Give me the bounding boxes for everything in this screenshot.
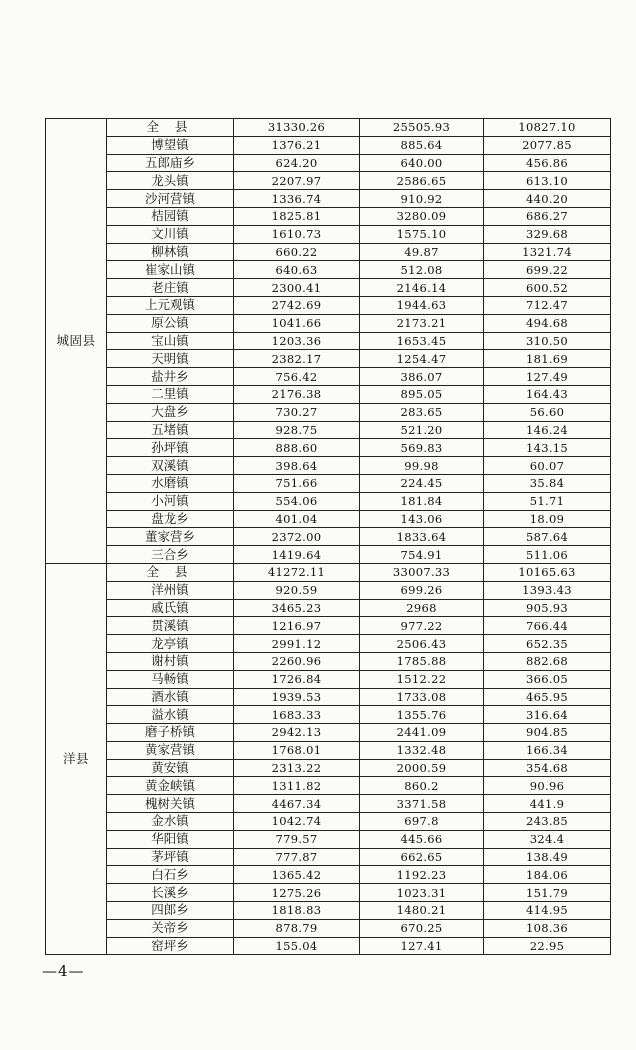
table-row [46, 225, 611, 243]
town-name-cell: 溢水镇 [107, 706, 234, 724]
value-cell: 895.05 [360, 385, 484, 403]
table-row [46, 261, 611, 279]
value-cell: 2742.69 [234, 296, 360, 314]
table-row [46, 635, 611, 653]
value-cell: 928.75 [234, 421, 360, 439]
value-cell: 56.60 [484, 403, 611, 421]
table-row [46, 599, 611, 617]
town-name-cell: 桔园镇 [107, 207, 234, 225]
value-cell: 41272.11 [234, 563, 360, 581]
table-row [46, 474, 611, 492]
town-name-cell: 崔家山镇 [107, 261, 234, 279]
value-cell: 652.35 [484, 635, 611, 653]
table-row [46, 706, 611, 724]
town-name-cell: 谢村镇 [107, 652, 234, 670]
value-cell: 2173.21 [360, 314, 484, 332]
value-cell: 90.96 [484, 777, 611, 795]
value-cell: 904.85 [484, 724, 611, 742]
value-cell: 1610.73 [234, 225, 360, 243]
value-cell: 441.9 [484, 795, 611, 813]
value-cell: 730.27 [234, 403, 360, 421]
value-cell: 1041.66 [234, 314, 360, 332]
town-name-cell: 龙头镇 [107, 172, 234, 190]
table-row [46, 884, 611, 902]
town-name-cell: 黄家营镇 [107, 741, 234, 759]
value-cell: 587.64 [484, 528, 611, 546]
value-cell: 3371.58 [360, 795, 484, 813]
table-row [46, 937, 611, 955]
value-cell: 977.22 [360, 617, 484, 635]
table-row [46, 385, 611, 403]
value-cell: 2968 [360, 599, 484, 617]
value-cell: 860.2 [360, 777, 484, 795]
town-name-cell: 槐树关镇 [107, 795, 234, 813]
value-cell: 51.71 [484, 492, 611, 510]
value-cell: 398.64 [234, 457, 360, 475]
table-row [46, 243, 611, 261]
town-name-cell: 贯溪镇 [107, 617, 234, 635]
value-cell: 754.91 [360, 546, 484, 564]
value-cell: 324.4 [484, 830, 611, 848]
town-name-cell: 戚氏镇 [107, 599, 234, 617]
value-cell: 155.04 [234, 937, 360, 955]
value-cell: 1785.88 [360, 652, 484, 670]
table-row [46, 848, 611, 866]
value-cell: 569.83 [360, 439, 484, 457]
town-name-cell: 双溪镇 [107, 457, 234, 475]
value-cell: 2146.14 [360, 279, 484, 297]
town-name-cell: 孙坪镇 [107, 439, 234, 457]
value-cell: 1393.43 [484, 581, 611, 599]
value-cell: 2942.13 [234, 724, 360, 742]
town-name-cell: 白石乡 [107, 866, 234, 884]
value-cell: 166.34 [484, 741, 611, 759]
value-cell: 1833.64 [360, 528, 484, 546]
town-name-cell: 酒水镇 [107, 688, 234, 706]
value-cell: 613.10 [484, 172, 611, 190]
value-cell: 920.59 [234, 581, 360, 599]
value-cell: 660.22 [234, 243, 360, 261]
value-cell: 686.27 [484, 207, 611, 225]
table-row [46, 421, 611, 439]
table-row [46, 207, 611, 225]
value-cell: 511.06 [484, 546, 611, 564]
value-cell: 414.95 [484, 902, 611, 920]
town-name-cell: 柳林镇 [107, 243, 234, 261]
value-cell: 878.79 [234, 919, 360, 937]
value-cell: 2176.38 [234, 385, 360, 403]
table-row [46, 759, 611, 777]
table-row [46, 617, 611, 635]
value-cell: 1376.21 [234, 136, 360, 154]
town-name-cell: 上元观镇 [107, 296, 234, 314]
value-cell: 2506.43 [360, 635, 484, 653]
value-cell: 494.68 [484, 314, 611, 332]
value-cell: 181.84 [360, 492, 484, 510]
town-name-cell: 盘龙乡 [107, 510, 234, 528]
value-cell: 127.49 [484, 368, 611, 386]
value-cell: 1311.82 [234, 777, 360, 795]
data-table [45, 118, 611, 955]
value-cell: 22.95 [484, 937, 611, 955]
value-cell: 108.36 [484, 919, 611, 937]
table-row [46, 546, 611, 564]
value-cell: 35.84 [484, 474, 611, 492]
value-cell: 138.49 [484, 848, 611, 866]
value-cell: 1944.63 [360, 296, 484, 314]
value-cell: 1321.74 [484, 243, 611, 261]
value-cell: 1365.42 [234, 866, 360, 884]
value-cell: 600.52 [484, 279, 611, 297]
region-cell: 洋县 [46, 563, 107, 955]
table-row [46, 350, 611, 368]
table-row [46, 652, 611, 670]
table-row [46, 403, 611, 421]
table-row [46, 528, 611, 546]
value-cell: 146.24 [484, 421, 611, 439]
town-name-cell: 二里镇 [107, 385, 234, 403]
value-cell: 1818.83 [234, 902, 360, 920]
value-cell: 1768.01 [234, 741, 360, 759]
table-row [46, 919, 611, 937]
table-row [46, 172, 611, 190]
town-name-cell: 天明镇 [107, 350, 234, 368]
value-cell: 1726.84 [234, 670, 360, 688]
value-cell: 2313.22 [234, 759, 360, 777]
value-cell: 181.69 [484, 350, 611, 368]
value-cell: 465.95 [484, 688, 611, 706]
town-name-cell: 董家营乡 [107, 528, 234, 546]
town-name-cell: 磨子桥镇 [107, 724, 234, 742]
table-row [46, 830, 611, 848]
town-name-cell: 华阳镇 [107, 830, 234, 848]
value-cell: 766.44 [484, 617, 611, 635]
value-cell: 3280.09 [360, 207, 484, 225]
value-cell: 1254.47 [360, 350, 484, 368]
value-cell: 283.65 [360, 403, 484, 421]
town-name-cell: 龙亭镇 [107, 635, 234, 653]
value-cell: 1216.97 [234, 617, 360, 635]
value-cell: 366.05 [484, 670, 611, 688]
table-row [46, 368, 611, 386]
value-cell: 1575.10 [360, 225, 484, 243]
value-cell: 329.68 [484, 225, 611, 243]
table-row [46, 119, 611, 137]
value-cell: 1733.08 [360, 688, 484, 706]
table-row [46, 741, 611, 759]
value-cell: 99.98 [360, 457, 484, 475]
value-cell: 1480.21 [360, 902, 484, 920]
value-cell: 143.15 [484, 439, 611, 457]
value-cell: 910.92 [360, 190, 484, 208]
town-name-cell: 老庄镇 [107, 279, 234, 297]
page-number: —4— [42, 962, 85, 980]
value-cell: 1042.74 [234, 813, 360, 831]
value-cell: 184.06 [484, 866, 611, 884]
value-cell: 1336.74 [234, 190, 360, 208]
town-name-cell: 盐井乡 [107, 368, 234, 386]
value-cell: 243.85 [484, 813, 611, 831]
value-cell: 60.07 [484, 457, 611, 475]
value-cell: 1825.81 [234, 207, 360, 225]
value-cell: 1683.33 [234, 706, 360, 724]
table-row [46, 510, 611, 528]
value-cell: 127.41 [360, 937, 484, 955]
town-name-cell: 五郎庙乡 [107, 154, 234, 172]
value-cell: 3465.23 [234, 599, 360, 617]
town-name-cell: 关帝乡 [107, 919, 234, 937]
value-cell: 31330.26 [234, 119, 360, 137]
value-cell: 554.06 [234, 492, 360, 510]
town-name-cell: 黄金峡镇 [107, 777, 234, 795]
table-row [46, 795, 611, 813]
value-cell: 316.64 [484, 706, 611, 724]
table-row [46, 296, 611, 314]
town-name-cell: 宝山镇 [107, 332, 234, 350]
table-row [46, 457, 611, 475]
table-row [46, 670, 611, 688]
value-cell: 699.26 [360, 581, 484, 599]
town-name-cell: 博望镇 [107, 136, 234, 154]
town-name-cell: 小河镇 [107, 492, 234, 510]
table-row [46, 688, 611, 706]
value-cell: 2991.12 [234, 635, 360, 653]
town-name-cell: 大盘乡 [107, 403, 234, 421]
value-cell: 2000.59 [360, 759, 484, 777]
value-cell: 2586.65 [360, 172, 484, 190]
town-name-cell: 文川镇 [107, 225, 234, 243]
value-cell: 777.87 [234, 848, 360, 866]
value-cell: 885.64 [360, 136, 484, 154]
value-cell: 1355.76 [360, 706, 484, 724]
value-cell: 756.42 [234, 368, 360, 386]
value-cell: 224.45 [360, 474, 484, 492]
value-cell: 456.86 [484, 154, 611, 172]
value-cell: 670.25 [360, 919, 484, 937]
value-cell: 4467.34 [234, 795, 360, 813]
value-cell: 2077.85 [484, 136, 611, 154]
value-cell: 624.20 [234, 154, 360, 172]
value-cell: 882.68 [484, 652, 611, 670]
value-cell: 2441.09 [360, 724, 484, 742]
value-cell: 445.66 [360, 830, 484, 848]
value-cell: 2300.41 [234, 279, 360, 297]
region-cell: 城固县 [46, 119, 107, 564]
value-cell: 2207.97 [234, 172, 360, 190]
value-cell: 779.57 [234, 830, 360, 848]
table-row [46, 314, 611, 332]
value-cell: 712.47 [484, 296, 611, 314]
value-cell: 1939.53 [234, 688, 360, 706]
table-row [46, 279, 611, 297]
table-body [46, 119, 611, 955]
value-cell: 354.68 [484, 759, 611, 777]
value-cell: 401.04 [234, 510, 360, 528]
town-name-cell: 马畅镇 [107, 670, 234, 688]
town-name-cell: 五堵镇 [107, 421, 234, 439]
table-row [46, 724, 611, 742]
table-row [46, 439, 611, 457]
town-name-cell: 原公镇 [107, 314, 234, 332]
value-cell: 1653.45 [360, 332, 484, 350]
town-name-cell: 窑坪乡 [107, 937, 234, 955]
value-cell: 640.63 [234, 261, 360, 279]
value-cell: 905.93 [484, 599, 611, 617]
value-cell: 1512.22 [360, 670, 484, 688]
table-row [46, 136, 611, 154]
table-row [46, 332, 611, 350]
value-cell: 2260.96 [234, 652, 360, 670]
data-table-wrapper [45, 118, 610, 955]
table-row [46, 563, 611, 581]
value-cell: 1275.26 [234, 884, 360, 902]
table-row [46, 777, 611, 795]
table-row [46, 866, 611, 884]
town-name-cell: 水磨镇 [107, 474, 234, 492]
value-cell: 49.87 [360, 243, 484, 261]
value-cell: 640.00 [360, 154, 484, 172]
town-name-cell: 全 县 [107, 119, 234, 137]
town-name-cell: 四郎乡 [107, 902, 234, 920]
value-cell: 143.06 [360, 510, 484, 528]
value-cell: 310.50 [484, 332, 611, 350]
town-name-cell: 沙河营镇 [107, 190, 234, 208]
value-cell: 151.79 [484, 884, 611, 902]
value-cell: 1419.64 [234, 546, 360, 564]
town-name-cell: 全 县 [107, 563, 234, 581]
table-row [46, 190, 611, 208]
value-cell: 164.43 [484, 385, 611, 403]
value-cell: 521.20 [360, 421, 484, 439]
value-cell: 25505.93 [360, 119, 484, 137]
value-cell: 18.09 [484, 510, 611, 528]
value-cell: 1023.31 [360, 884, 484, 902]
value-cell: 512.08 [360, 261, 484, 279]
value-cell: 2382.17 [234, 350, 360, 368]
table-row [46, 581, 611, 599]
value-cell: 1203.36 [234, 332, 360, 350]
value-cell: 662.65 [360, 848, 484, 866]
value-cell: 699.22 [484, 261, 611, 279]
value-cell: 440.20 [484, 190, 611, 208]
value-cell: 1192.23 [360, 866, 484, 884]
table-row [46, 154, 611, 172]
value-cell: 2372.00 [234, 528, 360, 546]
town-name-cell: 茅坪镇 [107, 848, 234, 866]
table-row [46, 813, 611, 831]
town-name-cell: 金水镇 [107, 813, 234, 831]
town-name-cell: 三合乡 [107, 546, 234, 564]
value-cell: 10165.63 [484, 563, 611, 581]
value-cell: 697.8 [360, 813, 484, 831]
table-row [46, 492, 611, 510]
value-cell: 386.07 [360, 368, 484, 386]
town-name-cell: 黄安镇 [107, 759, 234, 777]
value-cell: 751.66 [234, 474, 360, 492]
town-name-cell: 洋州镇 [107, 581, 234, 599]
value-cell: 33007.33 [360, 563, 484, 581]
value-cell: 10827.10 [484, 119, 611, 137]
town-name-cell: 长溪乡 [107, 884, 234, 902]
table-row [46, 902, 611, 920]
value-cell: 888.60 [234, 439, 360, 457]
value-cell: 1332.48 [360, 741, 484, 759]
